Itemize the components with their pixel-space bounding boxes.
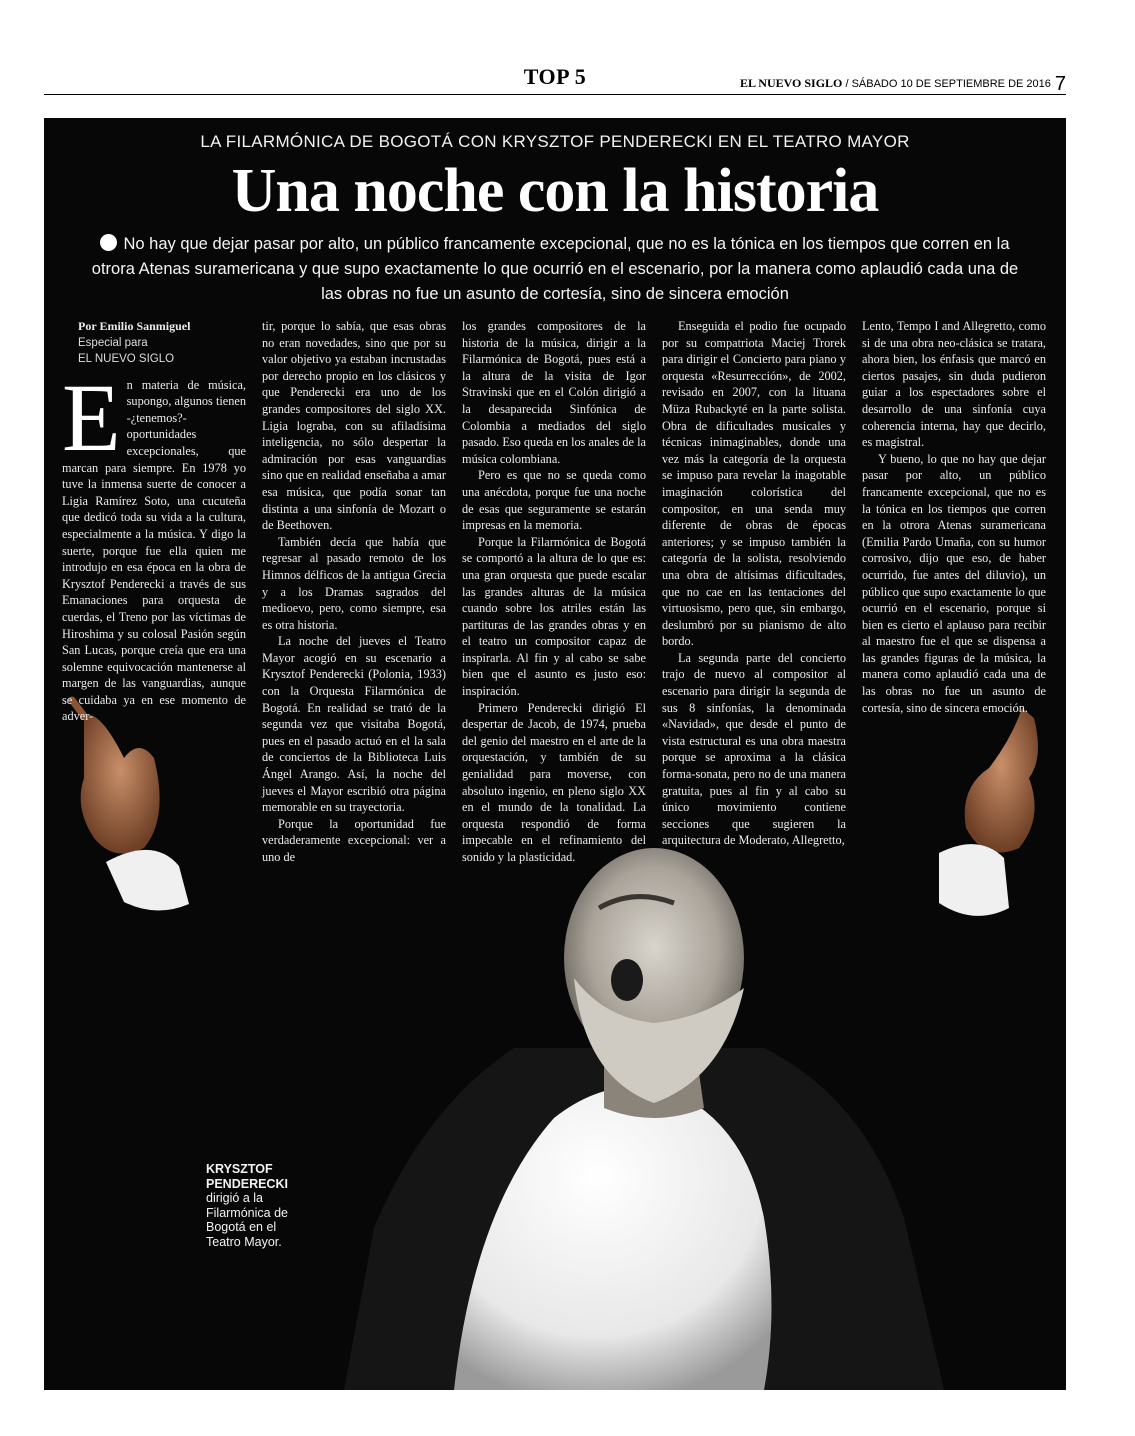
paragraph: los grandes compositores de la historia de la música, dirigir a la Filarmónica de Bogotá, pues está a la altura de la visita de Igor Stravinski que en el Colón dirigió a la desaparecida Sinfónica de Colombia a mediados del siglo pasado. Eso queda en los anales de la música colombiana. <box>462 319 646 466</box>
bullet-icon <box>100 234 117 251</box>
section-label: TOP 5 <box>523 64 587 89</box>
byline-sub-1: Especial para <box>78 336 148 349</box>
publication-info <box>740 70 1066 93</box>
paragraph: También decía que había que regresar al pasado remoto de los Himnos délficos de la antigua Grecia y a los Dramas sagrados del medioevo, pero, como siempre, esa es otra historia. <box>262 534 446 632</box>
column-5 <box>862 318 1046 716</box>
paragraph: Porque la Filarmónica de Bogotá se comportó a la altura de lo que es: una gran orquesta que puede escalar las grandes alturas de la música cuando sobre los atriles están las partituras de las grandes obras y en el teatro un compositor capaz de inspirarla. Al fin y al cabo se sabe bien que el asunto es justo eso: inspiración. <box>462 534 646 699</box>
column-3 <box>462 318 646 866</box>
byline: Por Emilio Sanmiguel <box>78 319 191 333</box>
page-number: 7 <box>1054 73 1066 95</box>
deck <box>84 232 1026 307</box>
paragraph: Pero es que no se queda como una anécdota, porque fue una noche de esas que seguramente se estarán impresas en la memoria. <box>462 468 646 533</box>
masthead <box>44 62 1066 95</box>
paragraph: n materia de música, supongo, algunos tienen -¿tenemos?- oportunidades excepcionales, que marcan para siempre. En 1978 yo tuve la inmensa suerte de conocer a Ligia Ramírez Soto, una cucuteña que dedicó toda su vida a la cultura, especialmente a la música. Y digo la suerte, porque fue ella quien me introdujo en esa época en la obra de Krysztof Penderecki a través de sus Emanaciones para orquesta de cuerdas, el Treno por las víctimas de Hiroshima y su colosal Pasión según San Lucas, porque creía que era una solemne equivocación mantenerse al margen de las vanguardias, aunque se cuidaba ya en ese momento de adver- <box>62 377 246 724</box>
drop-cap: E <box>62 363 121 471</box>
paragraph: Porque la oportunidad fue verdaderamente excepcional: ver a uno de <box>262 816 446 864</box>
paragraph: Y bueno, lo que no hay que dejar pasar por alto, un público francamente excepcional, que no es la tónica en los tiempos que corren en la otrora Atenas suramericana (Emilia Pardo Umaña, con su humor corrosivo, dijo que eso, de haber ocurrido, fue antes del diluvio), un público que supo exactamente lo que ocurrió en el escenario, porque si bien es cierto el aplauso para recibir al maestro fue el que se dispensa a las grandes figuras de la música, la manera como aplaudió cada una de las obras no fue un asunto de cortesía, sino de sincera emoción. <box>862 451 1046 715</box>
deck-text: No hay que dejar pasar por alto, un público francamente excepcional, que no es la tónica en los tiempos que corren en la otrora Atenas suramericana y que supo exactamente lo que ocurrió en el escenario, por la manera como aplaudió cada una de las obras no fue un asunto de cortesía, sino de sincera emoción <box>91 235 1019 303</box>
lead-paragraph <box>62 363 246 725</box>
caption-name: KRYSZTOF PENDERECKI <box>206 1162 288 1191</box>
photo-caption <box>206 1162 306 1249</box>
kicker: LA FILARMÓNICA DE BOGOTÁ CON KRYSZTOF PENDERECKI EN EL TEATRO MAYOR <box>200 132 910 151</box>
paragraph: Primero Penderecki dirigió El despertar de Jacob, de 1974, prueba del genio del maestro en el arte de la orquestación, y también de su genialidad para moverse, con absoluto ingenio, en pleno siglo XX en el mundo de la tonalidad. La orquesta respondió de forma impecable en el refinamiento del sonido y la plasticidad. <box>462 700 646 864</box>
headline: Una noche con la historia <box>231 157 879 225</box>
paragraph: tir, porque lo sabía, que esas obras no eran novedades, sino que por su valor objetivo ya estaban incrustadas por derecho propio en los clásicos y que Penderecki era uno de los grandes compositores del siglo XX. Ligia lograba, con su afiladísima inteligencia, no sólo despertar la admiración por esas vanguardias sino que en realidad enseñaba a amar esa música, que podía sonar tan distinta a una sinfonía de Mozart o de Beethoven. <box>262 319 446 533</box>
paragraph: Lento, Tempo I and Allegretto, como si de una obra neo-clásica se tratara, ahora bien, los énfasis que marcó en ciertos pasajes, sin duda pudieron guiar a los espectadores sobre el desarrollo de una sinfonía cuya coherencia interna, hay que decirlo, es magistral. <box>862 319 1046 450</box>
column-1 <box>62 318 246 725</box>
article-panel <box>44 118 1066 1390</box>
issue-date: / SÁBADO 10 DE SEPTIEMBRE DE 2016 <box>842 78 1051 90</box>
paragraph: Enseguida el podio fue ocupado por su compatriota Maciej Trorek para dirigir el Concierto para piano y orquesta «Resurrección», de 2002, revisado en 2007, con la lituana Müza Rubackyté en la parte solista. Obra de dificultades musicales y técnicas inimaginables, donde una vez más la categoría de la orquesta se impuso para revelar la inagotable imaginación colorística del compositor, en una senda muy diferente de obras de épocas anteriores; y se impuso también la categoría de la solista, resolviendo una obra de altísimas dificultades, que no cae en las tentaciones del virtuosismo, pero que, sin embargo, deslumbró por su pianismo de alto bordo. <box>662 319 846 649</box>
caption-text: dirigió a la Filarmónica de Bogotá en el Teatro Mayor. <box>206 1191 288 1249</box>
byline-sub-2: EL NUEVO SIGLO <box>78 352 175 365</box>
column-2 <box>262 318 446 866</box>
paragraph: La noche del jueves el Teatro Mayor acogió en su escenario a Krysztof Penderecki (Polonia, 1933) con la Orquesta Filarmónica de Bogotá. En realidad se trató de la segunda vez que visitaba Bogotá, pues en el pasado actuó en el la sala de conciertos de la Biblioteca Luis Ángel Arango. Así, la noche del jueves el Mayor escribió otra página memorable en su trayectoria. <box>262 634 446 815</box>
paper-name: EL NUEVO SIGLO <box>739 76 843 90</box>
paragraph: La segunda parte del concierto trajo de nuevo al compositor al escenario para dirigir la segunda de sus 8 sinfonías, la denominada «Navidad», que desde el punto de vista estructural es una obra maestra porque se aproxima a la clásica forma-sonata, pero no de una manera gratuita, pues al fin y al cabo su único movimiento contiene secciones que sugieren la arquitectura de Moderato, Allegretto, <box>662 650 846 848</box>
column-4 <box>662 318 846 849</box>
